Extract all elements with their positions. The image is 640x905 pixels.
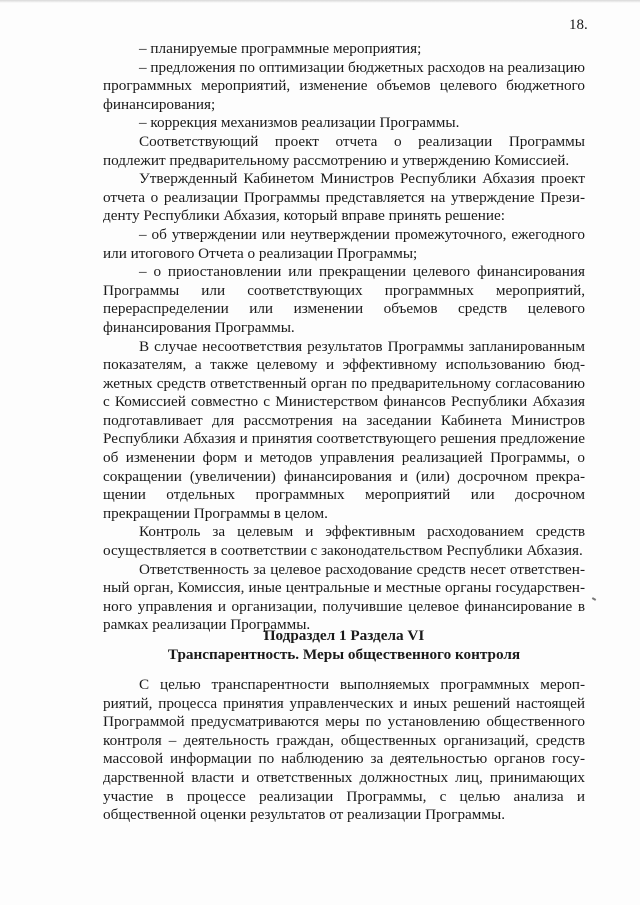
paragraph: С целью транспарентности выполняемых программных мероприятий, процесса принятия управленческих и иных решений настоящей Программой предусматриваются меры по установлению общественного контроля – деятельность граждан, общественных организаций, средств массовой информации по наблюдению за деятельностью органов государственной власти и ответственных должностных лиц, принимающих участие в процессе реализации Программы, с целью анализа и общественной оценки результатов от реализации Программы. — [103, 676, 585, 824]
list-item: – коррекция механизмов реализации Программы. — [139, 114, 460, 132]
list-item: – об утверждении или неутверждении промежуточного, ежегодного или итогового Отчета о реализации Программы; — [103, 225, 585, 262]
section-title: Транспарентность. Меры общественного контроля — [167, 646, 521, 663]
section-text-block — [103, 676, 585, 825]
paragraph: Ответственность за целевое расходование средств несет ответственный орган, Комиссия, иные центральные и местные органы государственного управления и организации, получившие целевое финансирование в рамках реализации Программы. — [103, 560, 585, 634]
scan-edge — [0, 0, 640, 3]
scan-mark — [592, 597, 596, 601]
page-number: 18. — [569, 17, 588, 33]
section-heading — [103, 626, 585, 664]
paragraph: Контроль за целевым и эффективным расходованием средств осуществляется в соответствии с законодательством Республики Абхазия. — [103, 523, 585, 560]
main-text-block — [103, 40, 585, 635]
list-item: – о приостановлении или прекращении целевого финансирования Программы или соответствующих программных мероприятий, перераспределении или изменении объемов средств целевого финансирования Программы. — [103, 263, 585, 336]
list-item: – планируемые программные мероприятия; — [139, 40, 422, 57]
paragraph: Утвержденный Кабинетом Министров Республики Абхазия проект отчета о реализации Программы представляется на утверждение Президенту Республики Абхазия, который вправе принять решение: — [103, 170, 585, 225]
paragraph: Соответствующий проект отчета о реализации Программы подлежит предварительному рассмотрению и утверждению Комиссией. — [103, 132, 585, 169]
section-subtitle: Подраздел 1 Раздела VI — [263, 627, 425, 644]
list-item: – предложения по оптимизации бюджетных расходов на реализацию программных мероприятий, изменение объемов целевого бюджетного финансирования; — [103, 58, 585, 113]
paragraph: В случае несоответствия результатов Программы запланированным показателям, а также целевому и эффективному использованию бюджетных средств ответственный орган по предварительному согласованию с Комиссией совместно с Министерством финансов Республики Абхазия подготавливает для рассмотрения на заседании Кабинета Министров Республики Абхазия и принятия соответствующего решения предложение об изменении форм и методов управления реализацией Программы, о сокращении (увеличении) финансирования и (или) досрочном прекращении отдельных программных мероприятий или досрочном прекращении Программы в целом. — [103, 337, 585, 522]
